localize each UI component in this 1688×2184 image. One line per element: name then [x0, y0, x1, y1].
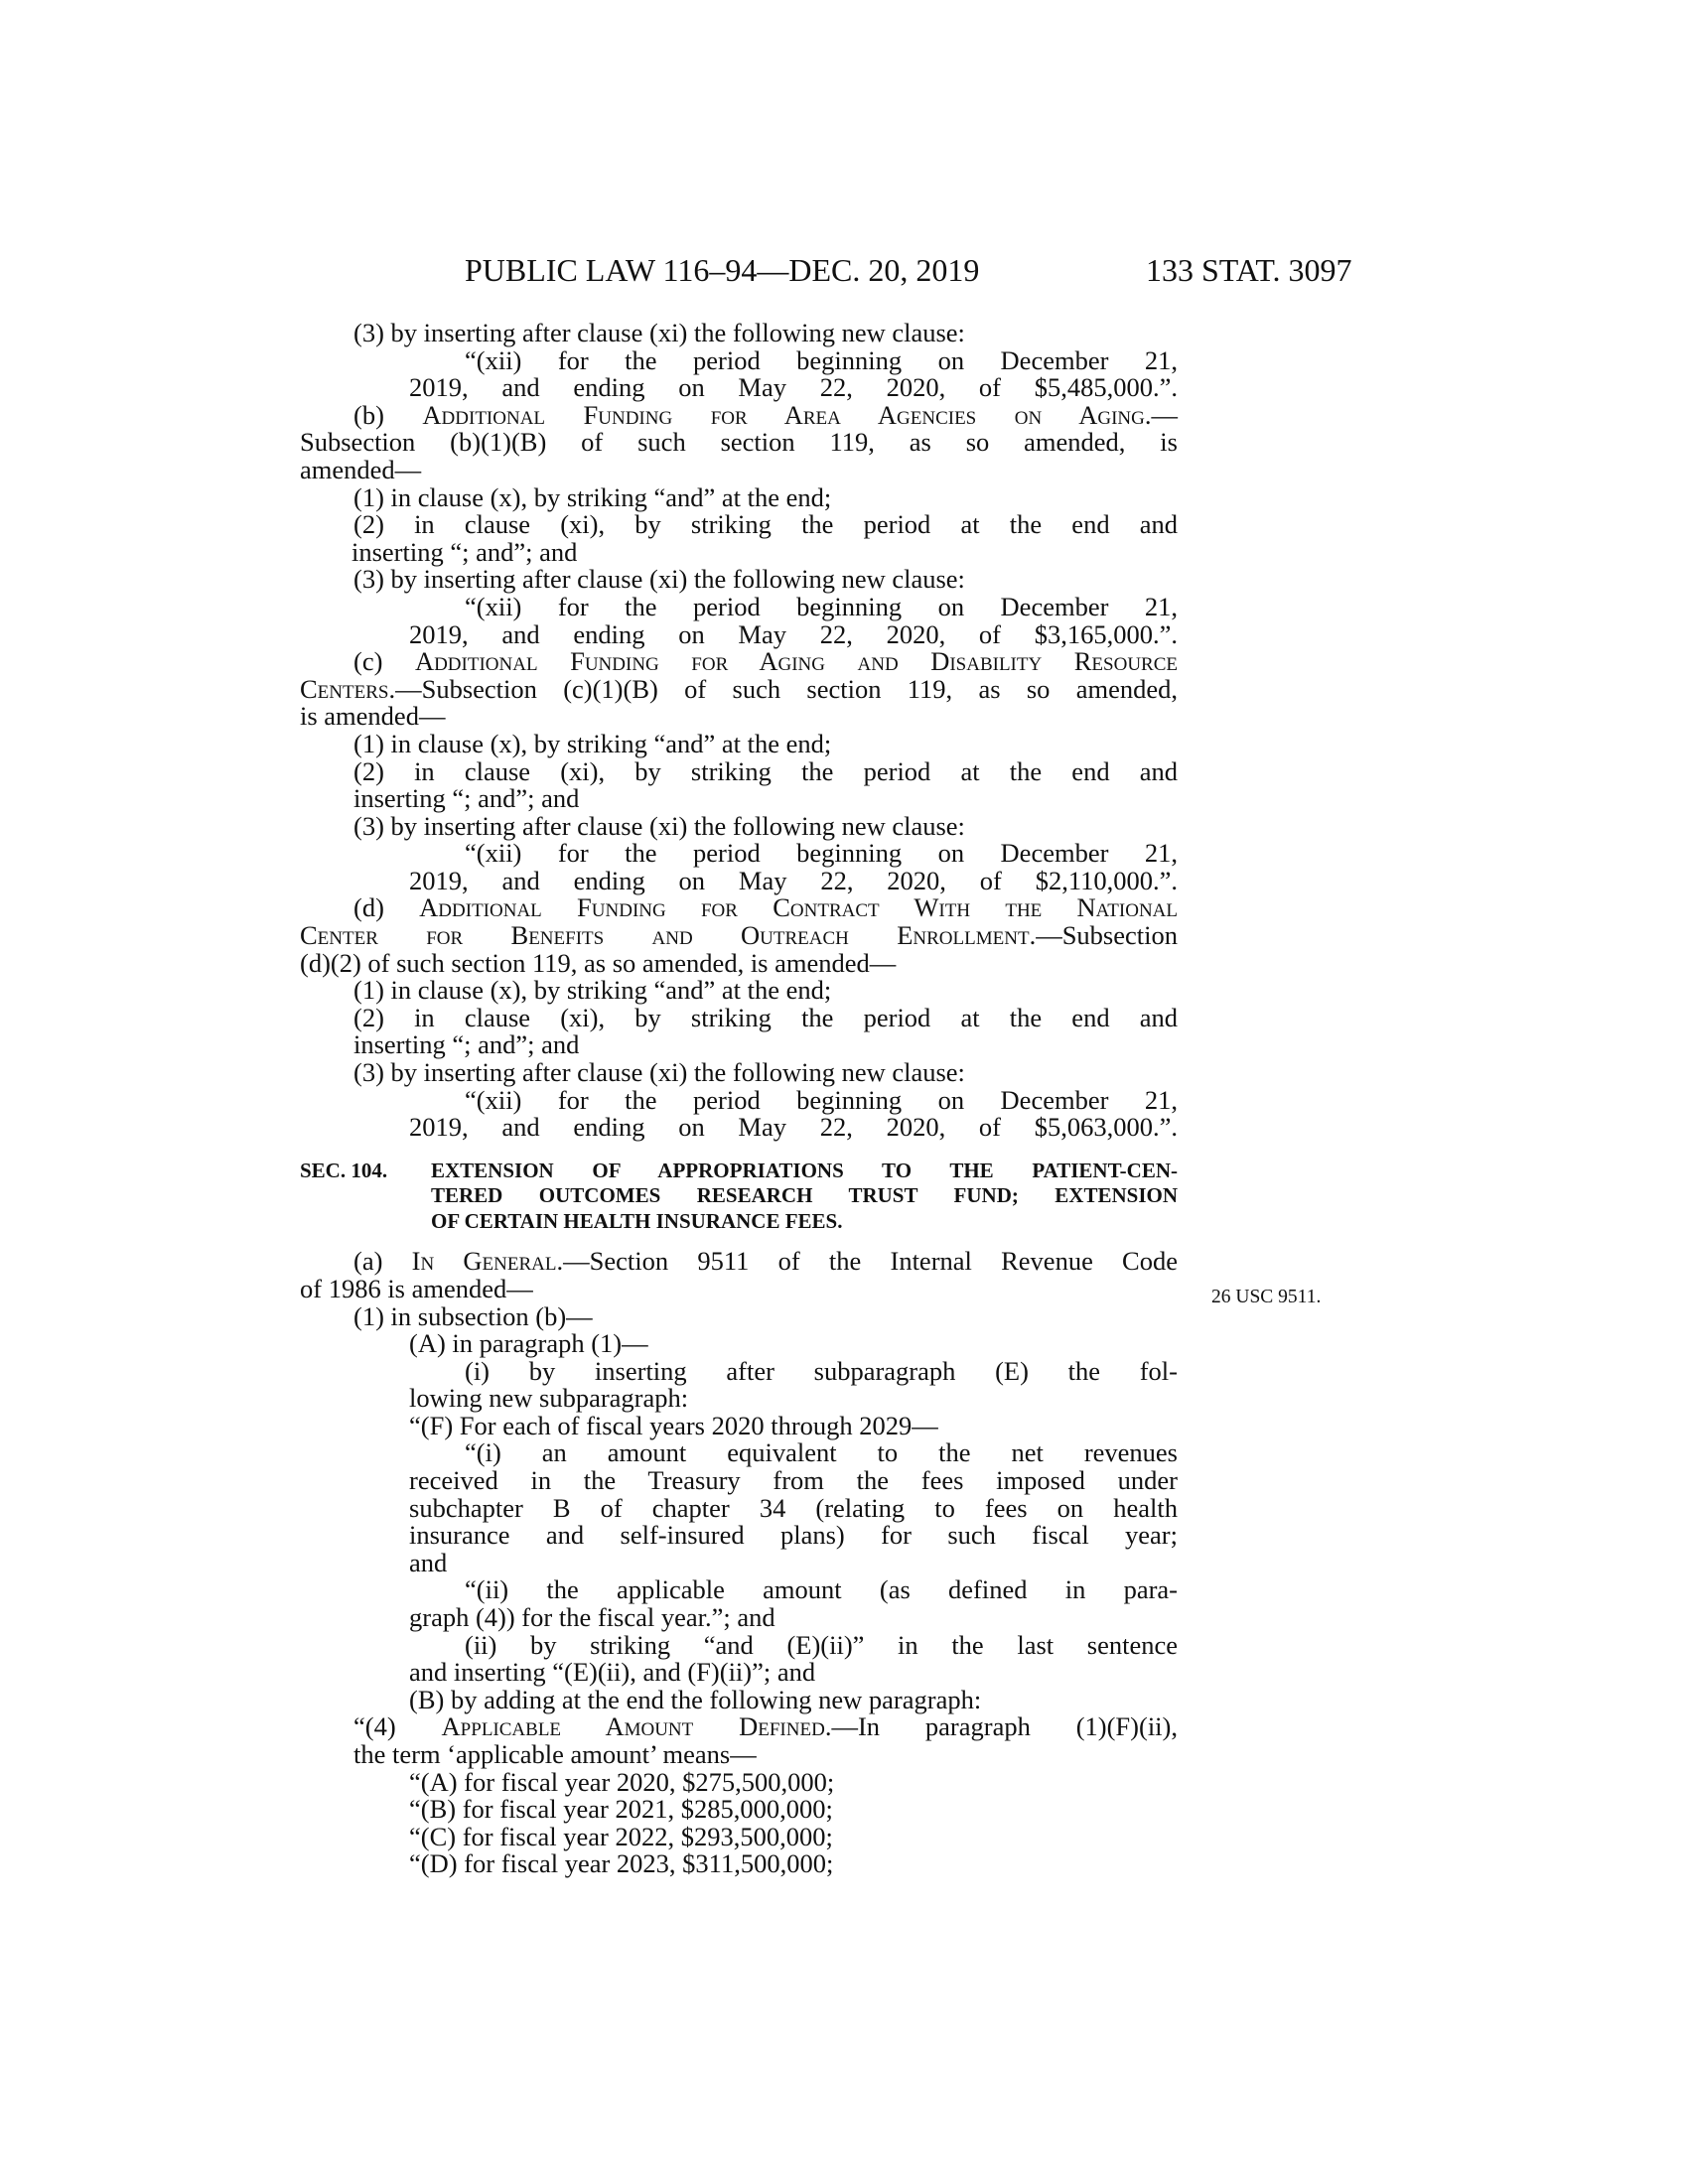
text-line: “(xii) for the period beginning on December 21,	[465, 838, 1178, 869]
text-line: Center for Benefits and Outreach Enrollment.—Subsection	[300, 920, 1178, 951]
text-line: is amended—	[300, 701, 446, 732]
text-line: (2) in clause (xi), by striking the period at the end and	[353, 755, 1178, 786]
text-line: of 1986 is amended—	[300, 1273, 533, 1303]
section-number: SEC. 104.	[300, 1158, 388, 1182]
text-line: “(C) for fiscal year 2022, $293,500,000;	[409, 1821, 833, 1851]
page-header-stat-citation: 133 STAT. 3097	[1146, 252, 1352, 288]
paragraph-4-heading-line: “(4) Applicable Amount Defined.—In paragraph (1)(F)(ii),	[353, 1711, 1178, 1742]
subsection-b-heading: Additional Funding for Area Agencies on Aging	[422, 399, 1145, 430]
subsection-d-heading-line: (d) Additional Funding for Contract With the National	[353, 892, 1178, 923]
text-line: (ii) by striking “and (E)(ii)” in the last sentence	[465, 1629, 1178, 1660]
statute-body	[300, 320, 1178, 1878]
text-line: (d)(2) of such section 119, as so amended, is amended—	[300, 947, 897, 978]
text-line: (B) by adding at the end the following new paragraph:	[409, 1684, 982, 1714]
text-line: inserting “; and”; and	[352, 536, 578, 567]
text-line: (1) in subsection (b)—	[353, 1300, 593, 1331]
text-line: “(xii) for the period beginning on December 21,	[465, 591, 1178, 621]
subsection-b-heading-line: (b) Additional Funding for Area Agencies on Aging.—	[353, 399, 1178, 430]
text-line: inserting “; and”; and	[353, 783, 580, 814]
text-line: “(D) for fiscal year 2023, $311,500,000;	[409, 1848, 834, 1879]
text-line: (1) in clause (x), by striking “and” at the end;	[353, 728, 832, 758]
section-title-line: TERED OUTCOMES RESEARCH TRUST FUND; EXTENSION	[431, 1183, 1178, 1208]
subsection-c-heading-line: (c) Additional Funding for Aging and Disability Resource	[353, 646, 1178, 677]
text-line: (3) by inserting after clause (xi) the following new clause:	[353, 810, 965, 841]
subsection-d-heading: Additional Funding for Contract With the National	[419, 892, 1178, 923]
text-line: the term ‘applicable amount’ means—	[353, 1739, 757, 1769]
text-line: “(B) for fiscal year 2021, $285,000,000;	[409, 1794, 833, 1825]
text-line: and	[409, 1547, 448, 1577]
subsection-a-heading-line: (a) In General.—Section 9511 of the Internal Revenue Code	[353, 1246, 1178, 1277]
text-line: 2019, and ending on May 22, 2020, of $5,063,000.”.	[409, 1112, 1178, 1143]
section-104-heading	[300, 1159, 1178, 1235]
text-line: insurance and self-insured plans) for such fiscal year;	[409, 1520, 1178, 1551]
subsection-a-heading: In General	[411, 1246, 557, 1277]
text-line: (i) by inserting after subparagraph (E) the fol-	[465, 1355, 1178, 1386]
text-line: 2019, and ending on May 22, 2020, of $2,110,000.”.	[409, 865, 1178, 895]
text-line: (A) in paragraph (1)—	[409, 1328, 648, 1359]
text-line: 2019, and ending on May 22, 2020, of $3,165,000.”.	[409, 618, 1178, 649]
text-line: and inserting “(E)(ii), and (F)(ii)”; and	[409, 1657, 816, 1688]
text-line: (2) in clause (xi), by striking the period at the end and	[353, 1002, 1178, 1032]
subsection-c-heading: Additional Funding for Aging and Disability Resource	[414, 646, 1178, 677]
section-title-line: EXTENSION OF APPROPRIATIONS TO THE PATIENT-CEN-	[431, 1158, 1178, 1182]
text-line: (1) in clause (x), by striking “and” at the end;	[353, 481, 832, 512]
text-line: (3) by inserting after clause (xi) the following new clause:	[353, 564, 965, 595]
section-title-line: OF CERTAIN HEALTH INSURANCE FEES.	[431, 1208, 843, 1233]
text-line: “(xii) for the period beginning on December 21,	[465, 344, 1178, 375]
text-line: “(F) For each of fiscal years 2020 through 2029—	[409, 1410, 938, 1440]
text-line: subchapter B of chapter 34 (relating to fees on health	[409, 1492, 1178, 1523]
text-line: “(i) an amount equivalent to the net revenues	[465, 1437, 1178, 1468]
text-line: (3) by inserting after clause (xi) the following new clause:	[353, 1057, 965, 1088]
text-line: (2) in clause (xi), by striking the period at the end and	[353, 509, 1178, 540]
paragraph-4-heading: Applicable Amount Defined	[441, 1711, 825, 1742]
margin-citation-note: 26 USC 9511.	[1211, 1287, 1322, 1307]
text-line: “(xii) for the period beginning on December 21,	[465, 1084, 1178, 1115]
text-line: “(ii) the applicable amount (as defined in para-	[465, 1574, 1178, 1605]
text-line: Subsection (b)(1)(B) of such section 119, as so amended, is	[300, 427, 1178, 458]
text-line: (3) by inserting after clause (xi) the following new clause:	[353, 318, 965, 347]
text-line: lowing new subparagraph:	[409, 1383, 689, 1414]
text-line: received in the Treasury from the fees imposed under	[409, 1465, 1178, 1496]
text-line: 2019, and ending on May 22, 2020, of $5,485,000.”.	[409, 372, 1178, 403]
text-line: amended—	[300, 454, 422, 484]
text-line: (1) in clause (x), by striking “and” at the end;	[353, 975, 832, 1006]
text-line: graph (4)) for the fiscal year.”; and	[409, 1602, 775, 1633]
text-line: inserting “; and”; and	[353, 1029, 580, 1060]
text-line: “(A) for fiscal year 2020, $275,500,000;	[409, 1766, 835, 1797]
page-header-title: PUBLIC LAW 116–94—DEC. 20, 2019	[465, 252, 980, 288]
text-line: Centers.—Subsection (c)(1)(B) of such section 119, as so amended,	[300, 673, 1178, 704]
